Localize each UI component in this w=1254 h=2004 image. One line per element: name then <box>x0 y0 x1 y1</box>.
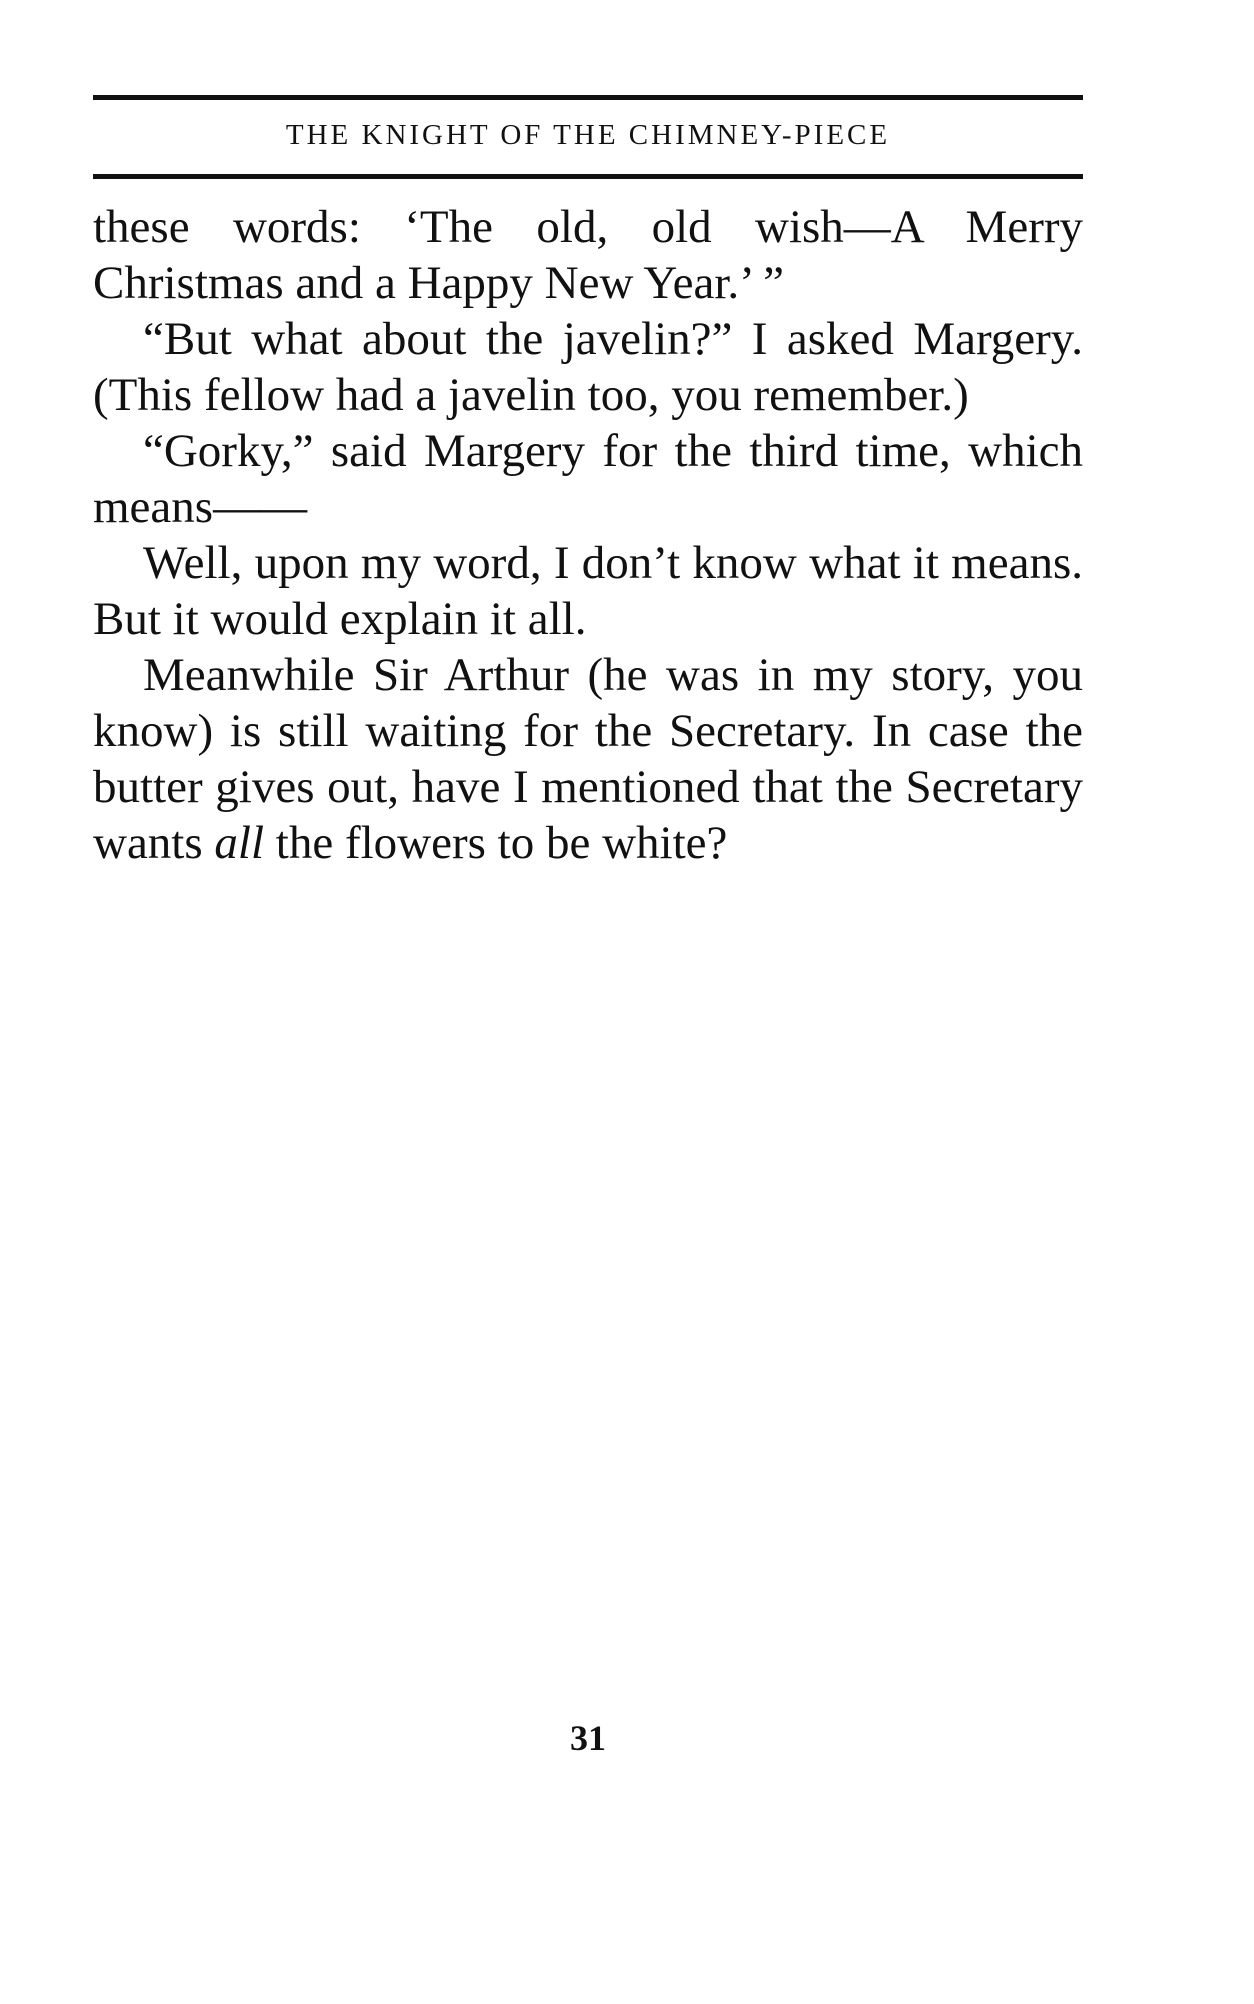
header-top-rule <box>93 95 1083 100</box>
paragraph-5 <box>93 647 1083 871</box>
paragraph-1: these words: ‘The old, old wish—A Merry Christmas and a Happy New Year.’ ” <box>93 201 1083 309</box>
running-head: THE KNIGHT OF THE CHIMNEY-PIECE <box>285 119 891 151</box>
header-bottom-rule <box>93 174 1083 179</box>
page-number: 31 <box>570 1718 606 1758</box>
paragraph-4: Well, upon my word, I don’t know what it means. But it would explain it all. <box>93 537 1083 645</box>
paragraph-5-text-before: Meanwhile Sir Arthur (he was in my story, you know) is still waiting for the Secretary. In case the butter gives out, have I mentioned that the Secretary wants <box>93 649 1083 869</box>
paragraph-3: “Gorky,” said Margery for the third time, which means—— <box>93 425 1083 533</box>
paragraph-5-italic-word: all <box>214 817 265 869</box>
body-text <box>93 199 1083 871</box>
paragraph-5-text-after: the flowers to be white? <box>264 817 728 869</box>
paragraph-2: “But what about the javelin?” I asked Margery. (This fellow had a javelin too, you remember.) <box>93 313 1083 421</box>
